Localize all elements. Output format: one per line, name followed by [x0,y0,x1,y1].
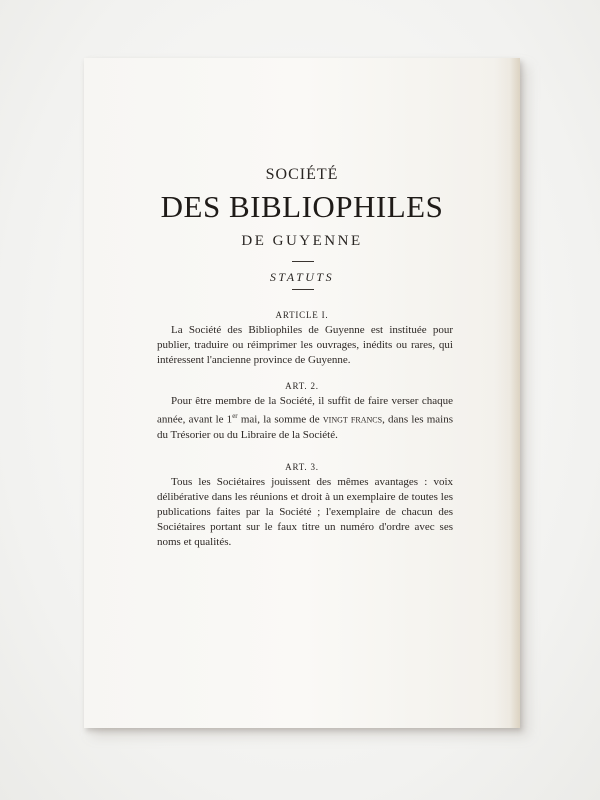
article-3-text: Tous les Sociétaires jouissent des mêmes avantages : voix délibérative dans les réunions et droit à un exemplaire de toutes les publications faites par la Société ; l'exemplaire de chacun des Sociétaires portant sur le faux titre un numéro d'ordre avec ses noms et qualités. [157,476,453,548]
article-2-text-start: Pour être membre de la Société, il suffit de faire verser chaque année, avant le 1 [157,395,453,426]
article-2-text-end: , dans les mains du Trésorier ou du Libraire de la Société. [157,413,453,441]
section-title: STATUTS [269,270,335,284]
title-rule-bottom [292,289,314,290]
place-line: DE GUYENNE [241,233,363,249]
article-1-heading: ARTICLE I. [275,310,329,320]
main-title: DES BIBLIOPHILES [160,189,444,224]
printed-page [84,58,520,728]
article-2-text [157,394,453,443]
page-edge [510,58,520,728]
article-2-heading: ART. 2. [285,381,319,391]
article-2-text-middle: mai, la somme de [237,413,323,426]
article-3-heading: ART. 3. [285,462,319,472]
article-3-body [157,475,453,550]
article-1-body [157,323,453,368]
article-2-amount: vingt francs [322,413,383,426]
article-1-text: La Société des Bibliophiles de Guyenne est instituée pour publier, traduire ou réimprimer les ouvrages, inédits ou rares, qui intéressent l'ancienne province de Guyenne. [157,324,453,366]
title-rule-top [292,261,314,262]
article-2-body [157,394,453,443]
article-2-superscript: er [232,412,238,420]
society-line: SOCIÉTÉ [265,166,339,183]
